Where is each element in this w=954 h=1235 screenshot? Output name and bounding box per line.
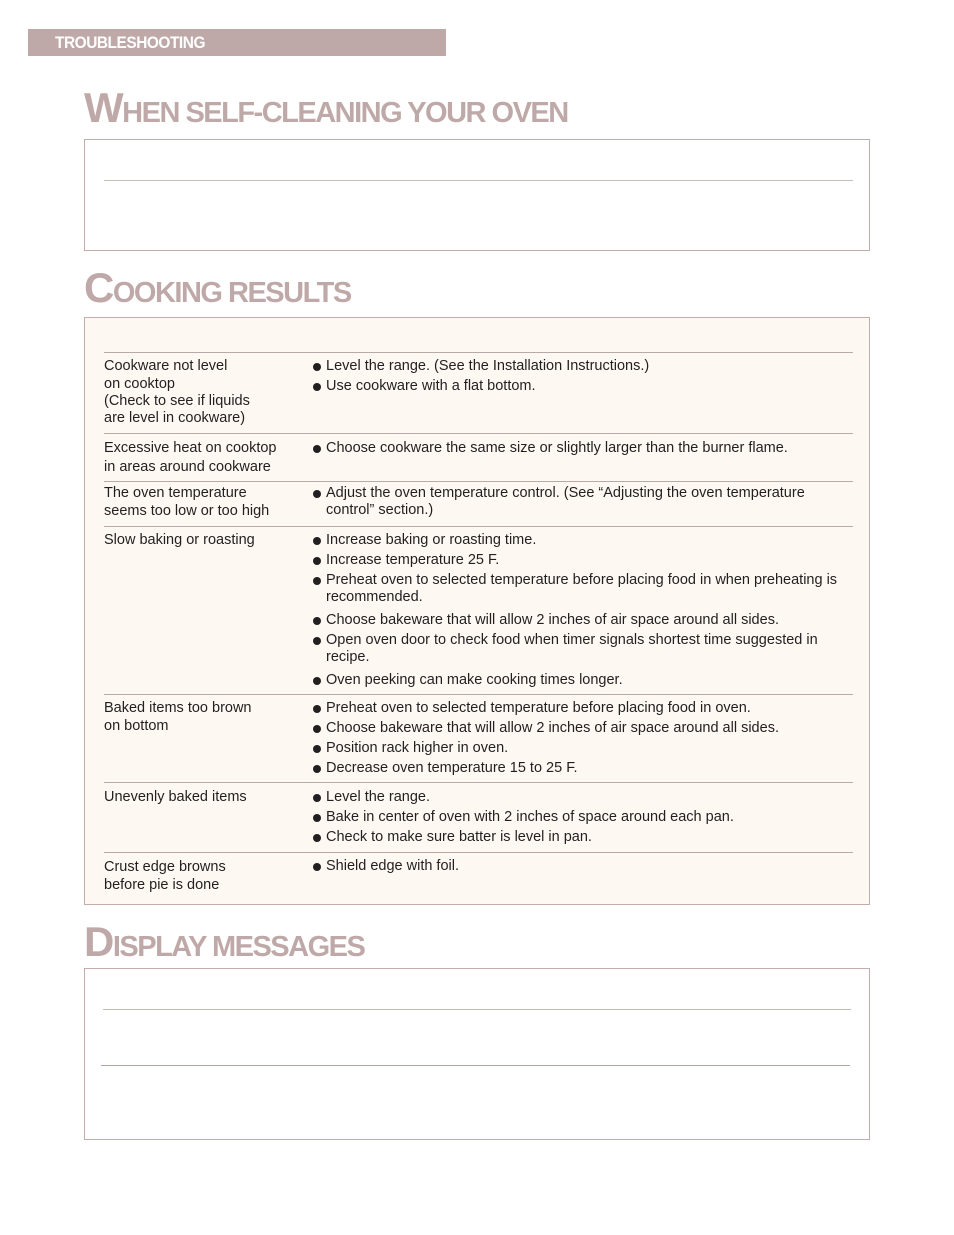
display-messages-box bbox=[84, 968, 870, 1140]
solution-item bbox=[312, 440, 854, 457]
solution-item bbox=[312, 809, 854, 826]
bullet-icon bbox=[313, 577, 321, 585]
bullet-icon bbox=[313, 537, 321, 545]
bullet-icon bbox=[313, 490, 321, 498]
problem-line: are level in cookware) bbox=[104, 410, 246, 426]
solution-list bbox=[312, 440, 854, 457]
heading-self-cleaning bbox=[84, 84, 568, 132]
solution-list bbox=[312, 358, 854, 395]
problem-line: before pie is done bbox=[104, 877, 220, 893]
row-divider bbox=[104, 481, 853, 482]
row-divider bbox=[104, 694, 853, 695]
problem-line: Excessive heat on cooktop bbox=[104, 440, 277, 456]
section-header-label: TROUBLESHOOTING bbox=[55, 33, 205, 52]
solution-item bbox=[312, 632, 854, 666]
solution-text: Level the range. bbox=[326, 789, 430, 805]
solution-text: Level the range. (See the Installation Instructions.) bbox=[326, 358, 650, 374]
solution-text: Increase baking or roasting time. bbox=[326, 532, 537, 548]
solution-list bbox=[312, 858, 854, 875]
solution-text: Adjust the oven temperature control. (See “Adjusting the oven temperature control” section.) bbox=[326, 485, 805, 518]
solution-item bbox=[312, 572, 854, 606]
row-divider bbox=[104, 526, 853, 527]
bullet-icon bbox=[313, 834, 321, 842]
solution-list bbox=[312, 485, 854, 519]
problem-text bbox=[104, 858, 304, 894]
solution-item bbox=[312, 485, 854, 519]
problem-text bbox=[104, 484, 304, 520]
problem-line: Unevenly baked items bbox=[104, 789, 247, 805]
bullet-icon bbox=[313, 617, 321, 625]
solution-text: Bake in center of oven with 2 inches of space around each pan. bbox=[326, 809, 734, 825]
problem-line: on cooktop bbox=[104, 376, 175, 392]
self-cleaning-box bbox=[84, 139, 870, 251]
heading-display-messages bbox=[84, 918, 364, 966]
problem-line: seems too low or too high bbox=[104, 503, 270, 519]
solution-item bbox=[312, 789, 854, 806]
solution-text: Choose cookware the same size or slightly larger than the burner flame. bbox=[326, 440, 788, 456]
solution-item bbox=[312, 760, 854, 777]
solution-list bbox=[312, 789, 854, 846]
solution-text: Position rack higher in oven. bbox=[326, 740, 509, 756]
problem-text bbox=[104, 531, 304, 549]
bullet-icon bbox=[313, 794, 321, 802]
solution-text: Preheat oven to selected temperature before placing food in oven. bbox=[326, 700, 751, 716]
solution-item bbox=[312, 858, 854, 875]
solution-text: Choose bakeware that will allow 2 inches of air space around all sides. bbox=[326, 720, 779, 736]
bullet-icon bbox=[313, 363, 321, 371]
heading-initial: W bbox=[84, 84, 123, 131]
problem-line: in areas around cookware bbox=[104, 459, 271, 475]
solution-item bbox=[312, 358, 854, 375]
self-cleaning-divider bbox=[104, 180, 853, 181]
solution-item bbox=[312, 700, 854, 717]
problem-text bbox=[104, 357, 304, 427]
problem-line: (Check to see if liquids bbox=[104, 393, 250, 409]
solution-item bbox=[312, 378, 854, 395]
solution-item bbox=[312, 552, 854, 569]
row-divider bbox=[104, 852, 853, 853]
solution-item bbox=[312, 612, 854, 629]
bullet-icon bbox=[313, 445, 321, 453]
solution-item bbox=[312, 740, 854, 757]
solution-text: Use cookware with a flat bottom. bbox=[326, 378, 536, 394]
solution-text: Choose bakeware that will allow 2 inches of air space around all sides. bbox=[326, 612, 779, 628]
problem-line: on bottom bbox=[104, 718, 169, 734]
problem-line: Slow baking or roasting bbox=[104, 532, 255, 548]
row-divider bbox=[104, 782, 853, 783]
bullet-icon bbox=[313, 637, 321, 645]
solution-list bbox=[312, 700, 854, 777]
bullet-icon bbox=[313, 725, 321, 733]
bullet-icon bbox=[313, 745, 321, 753]
bullet-icon bbox=[313, 863, 321, 871]
heading-initial: D bbox=[84, 918, 113, 965]
heading-text: OOKING RESULTS bbox=[112, 277, 351, 309]
problem-text bbox=[104, 788, 304, 806]
problem-line: Crust edge browns bbox=[104, 859, 226, 875]
problem-text bbox=[104, 699, 304, 735]
bullet-icon bbox=[313, 557, 321, 565]
solution-text: Increase temperature 25 F. bbox=[326, 552, 500, 568]
heading-text: HEN SELF-CLEANING YOUR OVEN bbox=[122, 97, 568, 129]
heading-cooking-results bbox=[84, 264, 351, 312]
solution-text: Oven peeking can make cooking times longer. bbox=[326, 672, 623, 688]
display-messages-divider bbox=[101, 1065, 850, 1066]
bullet-icon bbox=[313, 814, 321, 822]
solution-text: Open oven door to check food when timer signals shortest time suggested in recipe. bbox=[326, 632, 818, 665]
section-header-troubleshooting bbox=[28, 29, 446, 56]
bullet-icon bbox=[313, 705, 321, 713]
solution-item bbox=[312, 829, 854, 846]
solution-text: Preheat oven to selected temperature before placing food in when preheating is recommended. bbox=[326, 572, 838, 605]
solution-text: Decrease oven temperature 15 to 25 F. bbox=[326, 760, 578, 776]
solution-item bbox=[312, 532, 854, 549]
solution-list bbox=[312, 532, 854, 689]
problem-line: Baked items too brown bbox=[104, 700, 252, 716]
problem-line: Cookware not level bbox=[104, 358, 228, 374]
bullet-icon bbox=[313, 765, 321, 773]
problem-line: The oven temperature bbox=[104, 485, 247, 501]
solution-text: Check to make sure batter is level in pan. bbox=[326, 829, 592, 845]
heading-initial: C bbox=[84, 264, 113, 311]
bullet-icon bbox=[313, 677, 321, 685]
display-messages-divider bbox=[103, 1009, 851, 1010]
heading-text: ISPLAY MESSAGES bbox=[112, 931, 365, 963]
row-divider bbox=[104, 433, 853, 434]
row-divider bbox=[104, 352, 853, 353]
solution-item bbox=[312, 720, 854, 737]
solution-text: Shield edge with foil. bbox=[326, 858, 459, 874]
problem-text bbox=[104, 439, 304, 477]
bullet-icon bbox=[313, 383, 321, 391]
solution-item bbox=[312, 672, 854, 689]
